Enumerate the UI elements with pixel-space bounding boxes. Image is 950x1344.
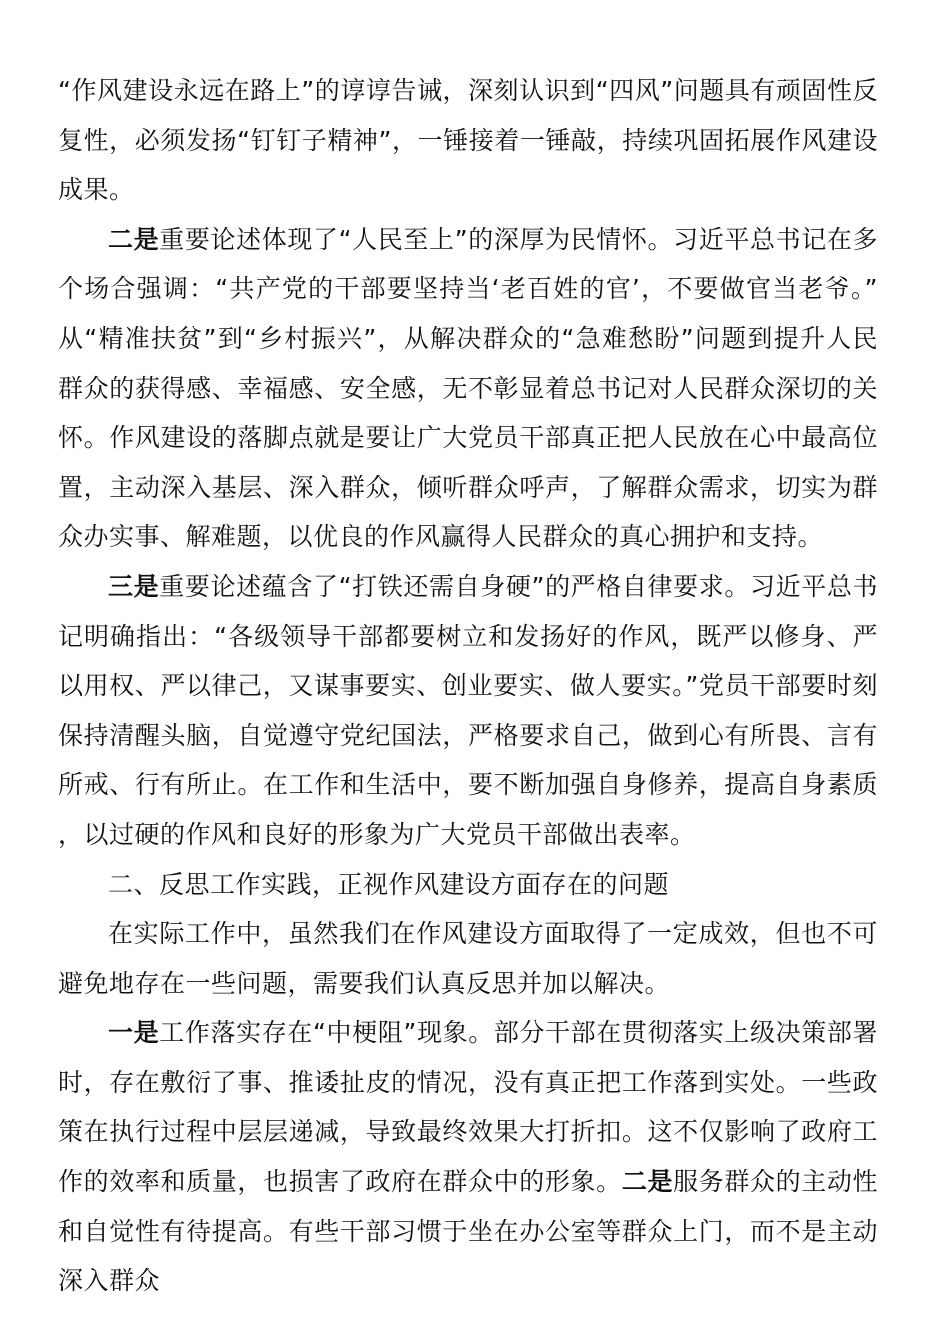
document-page — [58, 66, 878, 1306]
paragraph-text: “作风建设永远在路上”的谆谆告诫，深刻认识到“四风”问题具有顽固性反复性，必须发扬“钉钉子精神”，一锤接着一锤敲，持续巩固拓展作风建设成果。 — [58, 76, 878, 205]
paragraph-lead: 三是 — [108, 571, 160, 601]
paragraph-intro — [58, 909, 878, 1008]
paragraph-text: 重要论述蕴含了“打铁还需自身硬”的严格自律要求。习近平总书记明确指出：“各级领导干部都要树立和发扬好的作风，既严以修身、严以用权、严以律己，又谋事要实、创业要实、做人要实。”党员干部要时刻保持清醒头脑，自觉遵守党纪国法，严格要求自己，做到心有所畏、言有所戒、行有所止。在工作和生活中，要不断加强自身修养，提高自身素质，以过硬的作风和良好的形象为广大党员干部做出表率。 — [58, 571, 878, 849]
paragraph-text-second: 服务群众的主动性和自觉性有待提高。有些干部习惯于坐在办公室等群众上门，而不是主动深入群众 — [58, 1167, 878, 1296]
paragraph-continuation — [58, 66, 878, 215]
paragraph-problems — [58, 1008, 878, 1306]
paragraph-point-two — [58, 215, 878, 562]
paragraph-lead: 一是 — [108, 1018, 160, 1048]
paragraph-text: 重要论述体现了“人民至上”的深厚为民情怀。习近平总书记在多个场合强调：“共产党的干部要坚持当‘老百姓的官’，不要做官当老爷。”从“精准扶贫”到“乡村振兴”，从解决群众的“急难愁盼”问题到提升人民群众的获得感、幸福感、安全感，无不彰显着总书记对人民群众深切的关怀。作风建设的落脚点就是要让广大党员干部真正把人民放在心中最高位置，主动深入基层、深入群众，倾听群众呼声，了解群众需求，切实为群众办实事、解难题，以优良的作风赢得人民群众的真心拥护和支持。 — [58, 224, 878, 552]
paragraph-text: 工作落实存在“中梗阻”现象。部分干部在贯彻落实上级决策部署时，存在敷衍了事、推诿扯皮的情况，没有真正把工作落到实处。一些政策在执行过程中层层递减，导致最终效果大打折扣。这不仅影响了政府工作的效率和质量，也损害了政府在群众中的形象。 — [58, 1018, 878, 1197]
section-heading: 二、反思工作实践，正视作风建设方面存在的问题 — [108, 869, 670, 899]
paragraph-lead-second: 二是 — [621, 1167, 674, 1197]
paragraph-lead: 二是 — [108, 224, 160, 254]
paragraph-text: 在实际工作中，虽然我们在作风建设方面取得了一定成效，但也不可避免地存在一些问题，需要我们认真反思并加以解决。 — [58, 919, 878, 998]
paragraph-point-three — [58, 562, 878, 860]
